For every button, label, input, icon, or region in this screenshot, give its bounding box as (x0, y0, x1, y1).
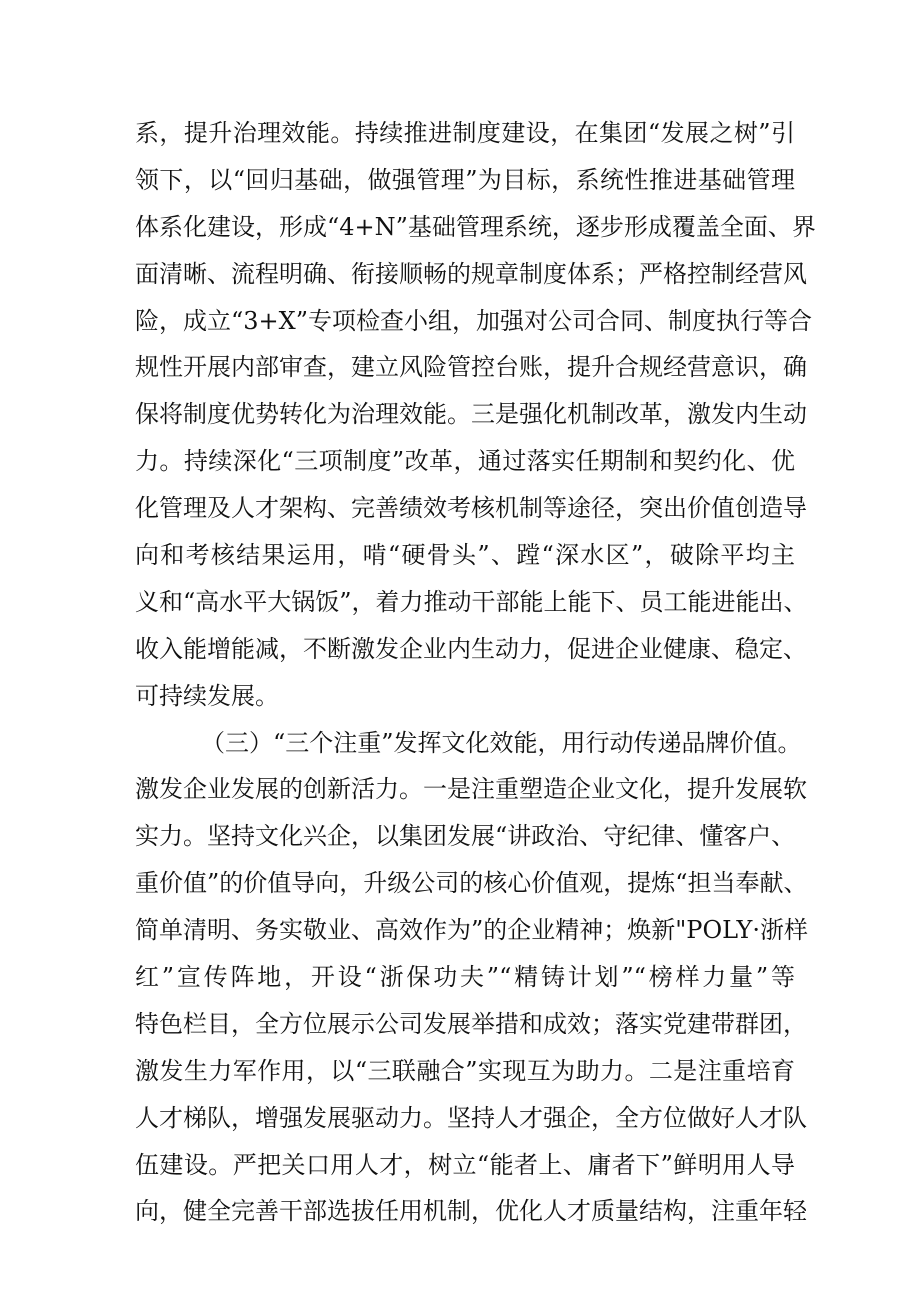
section-heading-line: （三）“三个注重”发挥文化效能，用行动传递品牌价值。 (201, 728, 802, 757)
text-line: 系，提升治理效能。持续推进制度建设，在集团“发展之树”引 (135, 119, 795, 147)
text-line: 红”宣传阵地，开设“浙保功夫”“精铸计划”“榜样力量”等 (135, 963, 795, 992)
text-line: 重价值”的价值导向，升级公司的核心价值观，提炼“担当奉献、 (135, 869, 808, 898)
text-line: 面清晰、流程明确、衔接顺畅的规章制度体系；严格控制经营风 (135, 259, 807, 288)
paragraph-end-line: 可持续发展。 (135, 681, 279, 710)
text-line: 伍建设。严把关口用人才，树立“能者上、庸者下”鲜明用人导 (135, 1150, 795, 1179)
text-line: 领下，以“回归基础，做强管理”为目标，系统性推进基础管理 (135, 165, 795, 194)
text-line: 化管理及人才架构、完善绩效考核机制等途径，突出价值创造导 (135, 494, 807, 523)
text-line: 激发生力军作用，以“三联融合”实现互为助力。二是注重培育 (135, 1056, 795, 1085)
text-line: 险，成立“3+X”专项检查小组，加强对公司合同、制度执行等合 (135, 306, 813, 335)
text-line: 义和“高水平大锅饭”，着力推动干部能上能下、员工能进能出、 (135, 587, 808, 616)
text-line: 实力。坚持文化兴企，以集团发展“讲政治、守纪律、懂客户、 (135, 822, 796, 851)
text-line: 收入能增能减，不断激发企业内生动力，促进企业健康、稳定、 (135, 634, 807, 663)
text-line: 向，健全完善干部选拔任用机制，优化人才质量结构，注重年轻 (135, 1197, 807, 1226)
text-line: 体系化建设，形成“4+N”基础管理系统，逐步形成覆盖全面、界 (135, 212, 816, 241)
text-line: 规性开展内部审查，建立风险管控台账，提升合规经营意识，确 (135, 353, 807, 382)
text-line: 激发企业发展的创新活力。一是注重塑造企业文化，提升发展软 (135, 775, 807, 804)
text-line: 简单清明、务实敬业、高效作为”的企业精神；焕新"POLY·浙样 (135, 916, 809, 945)
document-body (135, 110, 816, 1235)
text-line: 向和考核结果运用，啃“硬骨头”、蹚“深水区”，破除平均主 (135, 541, 795, 570)
text-line: 人才梯队，增强发展驱动力。坚持人才强企，全方位做好人才队 (135, 1103, 807, 1132)
text-line: 特色栏目，全方位展示公司发展举措和成效；落实党建带群团， (135, 1009, 807, 1038)
text-line: 保将制度优势转化为治理效能。三是强化机制改革，激发内生动 (135, 400, 807, 429)
text-line: 力。持续深化“三项制度”改革，通过落实任期制和契约化、优 (135, 447, 795, 476)
